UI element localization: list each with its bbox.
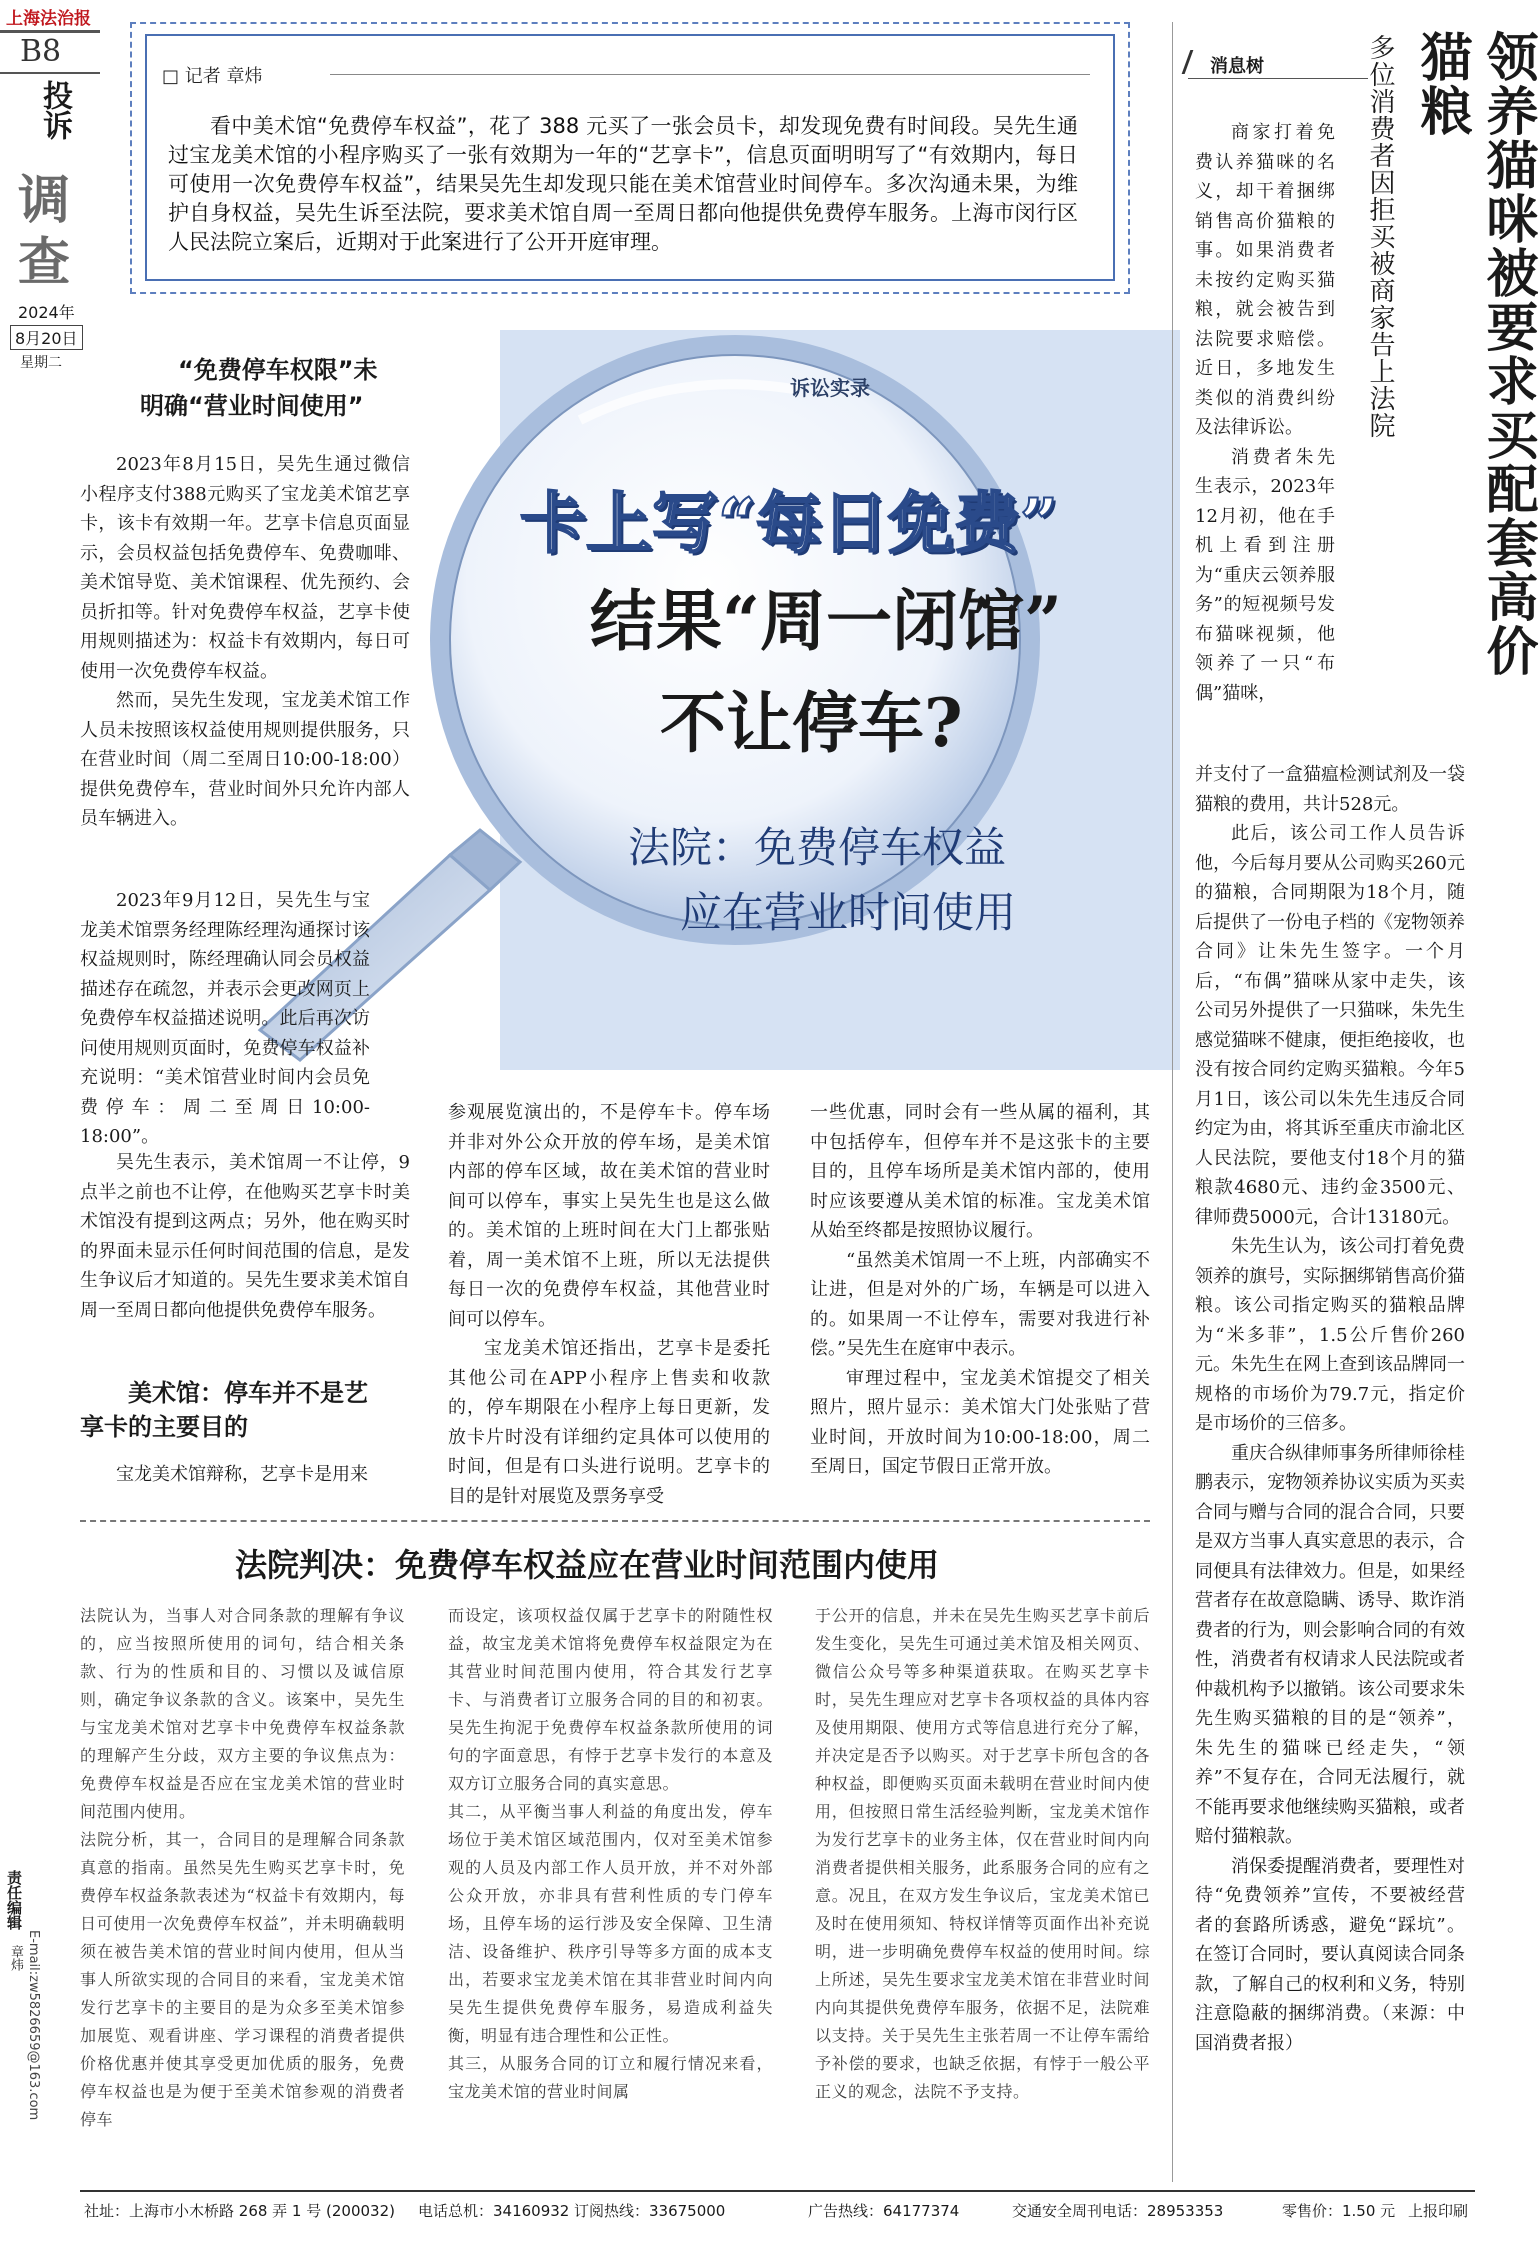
section-name-top: 投诉 <box>37 80 72 140</box>
middle-2-paragraph-3: 审理过程中，宝龙美术馆提交了相关照片，照片显示：美术馆大门处张贴了营业时间，开放时间为10:00-18:00，周二至周日，国定节假日正常开放。 <box>810 1367 1150 1477</box>
right-paragraph-5: 重庆合纵律师事务所律师徐桂鹏表示，宠物领养协议实质为买卖合同与赠与合同的混合合同，只要是双方当事人真实意思的表示，合同便具有法律效力。但是，如果经营者存在故意隐瞒、诱导、欺诈消费者的行为，则会影响合同的有效性，消费者有权请求人民法院或者仲裁机构予以撤销。该公司要求朱先生购买猫粮的目的是“领养”，朱先生的猫咪已经走失，“领养”不复存在，合同无法履行，就不能再要求他继续购买猫粮，或者赔付猫粮款。 <box>1195 1442 1465 1847</box>
left-column-body-mid <box>80 886 370 1152</box>
footer-rule <box>80 2190 1475 2192</box>
masthead-rule <box>0 30 100 33</box>
left-paragraph-5: 宝龙美术馆辩称，艺享卡是用来 <box>116 1464 368 1485</box>
right-paragraph-6: 消保委提醒消费者，要理性对待“免费领养”宣传，不要被经营者的套路所诱惑，避免“踩坑”。在签订合同时，要认真阅读合同条款，了解自己的权利和义务，特别注意隐蔽的捆绑消费。（来源：中国消费者报） <box>1195 1855 1465 2054</box>
editor-label: 责任编辑 <box>5 1870 23 1930</box>
left-column-body-bottom <box>80 1148 410 1325</box>
middle-2-paragraph-2: “虽然美术馆周一不上班，内部确实不让进，但是对外的广场，车辆是可以进入的。如果周一不让停车，需要对我进行补偿。”吴先生在庭审中表示。 <box>810 1249 1150 1359</box>
left-subhead-2-line-a: 美术馆：停车并不是艺 <box>128 1379 368 1407</box>
footer-traffic: 交通安全周刊电话：28953353 <box>1012 2202 1224 2220</box>
footer-phone: 电话总机：34160932 <box>418 2202 570 2220</box>
verdict-title: 法院判决：免费停车权益应在营业时间范围内使用 <box>235 1546 940 1584</box>
illustration-subhead-2: 应在营业时间使用 <box>680 888 1017 937</box>
left-paragraph-4: 吴先生表示，美术馆周一不让停，9点半之前也不让停，在他购买艺享卡时美术馆没有提到这两点；另外，他在购买时的界面未显示任何时间范围的信息，是发生争议后才知道的。吴先生要求美术馆自周一至周日都向他提供免费停车服务。 <box>80 1152 410 1321</box>
left-column-body-top <box>80 450 410 834</box>
issue-date: 8月20日 <box>10 325 83 350</box>
editor-name: 章炜 <box>8 1945 23 1971</box>
footer-price: 零售价：1.50 元 <box>1282 2202 1396 2220</box>
column-tag: 消息树 <box>1210 56 1264 77</box>
right-paragraph-2b: 并支付了一盒猫瘟检测试剂及一袋猫粮的费用，共计528元。 <box>1195 764 1465 815</box>
headline-line-2: 结果“周一闭馆” <box>590 582 1062 660</box>
right-story-body <box>1195 760 1465 2058</box>
right-paragraph-1: 商家打着免费认养猫咪的名义，却干着捆绑销售高价猫粮的事。如果消费者未按约定购买猫粮，就会被告到法院要求赔偿。近日，多地发生类似的消费纠纷及法律诉讼。 <box>1195 122 1335 438</box>
footer-subscribe: 订阅热线：33675000 <box>574 2202 726 2220</box>
footer-ads: 广告热线：64177374 <box>808 2202 960 2220</box>
masthead-rule <box>0 72 100 74</box>
left-paragraph-3: 2023年9月12日，吴先生与宝龙美术馆票务经理陈经理沟通探讨该权益规则时，陈经理确认同会员权益描述存在疏忽，并表示会更改网页上免费停车权益描述说明。此后再次访问使用规则页面时，免费停车权益补充说明：“美术馆营业时间内会员免费停车：周二至周日10:00-18:00”。 <box>80 890 370 1147</box>
reporter-rule <box>330 74 1090 75</box>
left-column-body-end <box>80 1460 410 1490</box>
section-name-char-1: 调 <box>18 170 71 231</box>
middle-2-paragraph-1: 一些优惠，同时会有一些从属的福利，其中包括停车，但停车并不是这张卡的主要目的，且停车场所是美术馆内部的，使用时应该要遵从美术馆的标准。宝龙美术馆从始至终都是按照协议履行。 <box>810 1102 1150 1241</box>
section-name-char-2: 查 <box>18 232 71 293</box>
issue-weekday: 星期二 <box>20 355 62 371</box>
page-number: B8 <box>20 34 62 69</box>
headline-line-1: 卡上写“每日免费” <box>520 484 1058 562</box>
footer-printer: 上报印刷 <box>1408 2202 1469 2220</box>
issue-year: 2024年 <box>18 303 75 322</box>
editor-email: E-mail:zw5826659@163.com <box>26 1930 41 2121</box>
right-story-body-top <box>1195 118 1335 708</box>
right-paragraph-3: 此后，该公司工作人员告诉他，今后每月要从公司购买260元的猫粮，合同期限为18个月，随后提供了一份电子档的《宠物领养合同》让朱先生签字。一个月后，“布偶”猫咪从家中走失，该公司另外提供了一只猫咪，朱先生感觉猫咪不健康，便拒绝接收，也没有按合同约定购买猫粮。今年5月1日，该公司以朱先生违反合同约定为由，将其诉至重庆市渝北区人民法院，要他支付18个月的猫粮款4680元、违约金3500元、律师费5000元，合计13180元。 <box>1195 823 1465 1228</box>
middle-column-2 <box>810 1098 1150 1482</box>
right-paragraph-2a: 消费者朱先生表示，2023年12月初，他在手机上看到注册为“重庆云领养服务”的短视频号发布猫咪视频，他领养了一只“布偶”猫咪， <box>1195 446 1335 704</box>
section-tag: 诉讼实录 <box>790 376 870 400</box>
right-column-divider <box>1172 22 1173 2182</box>
left-paragraph-2: 然而，吴先生发现，宝龙美术馆工作人员未按照该权益使用规则提供服务，只在营业时间（周二至周日10:00-18:00）提供免费停车，营业时间外只允许内部人员车辆进入。 <box>80 690 410 829</box>
headline-line-3: 不让停车? <box>660 684 963 762</box>
verdict-column-3: 于公开的信息，并未在吴先生购买艺享卡前后发生变化，吴先生可通过美术馆及相关网页、微信公众号等多种渠道获取。在购买艺享卡时，吴先生理应对艺享卡各项权益的具体内容及使用期限、使用方式等信息进行充分了解，并决定是否予以购买。对于艺享卡所包含的各种权益，即便购买页面未载明在营业时间内使用，但按照日常生活经验判断，宝龙美术馆作为发行艺享卡的业务主体，仅在营业时间内向消费者提供相关服务，此系服务合同的应有之意。况且，在双方发生争议后，宝龙美术馆已及时在使用须知、特权详情等页面作出补充说明，进一步明确免费停车权益的使用时间。综上所述，吴先生要求宝龙美术馆在非营业时间内向其提供免费停车服务，依据不足，法院难以支持。关于吴先生主张若周一不让停车需给予补偿的要求，也缺乏依据，有悖于一般公平正义的观念，法院不予支持。 <box>815 1606 1150 2101</box>
right-story-title: 领养猫咪被要求买配套高价猫粮 <box>1411 30 1538 678</box>
left-subhead-1b <box>140 389 430 423</box>
right-story-subtitle: 多位消费者因拒买被商家告上法院 <box>1365 34 1395 439</box>
middle-column-1 <box>448 1098 770 1511</box>
reporter-byline: □ 记者 章炜 <box>162 66 263 87</box>
verdict-divider <box>80 1520 1150 1522</box>
right-paragraph-4: 朱先生认为，该公司打着免费领养的旗号，实际捆绑销售高价猫粮。该公司指定购买的猫粮品牌为“米多菲”，1.5公斤售价260元。朱先生在网上查到该品牌同一规格的市场价为79.7元，指定价是市场价的三倍多。 <box>1195 1236 1465 1434</box>
verdict-column-1: 法院认为，当事人对合同条款的理解有争议的，应当按照所使用的词句，结合相关条款、行为的性质和目的、习惯以及诚信原则，确定争议条款的含义。该案中，吴先生与宝龙美术馆对艺享卡中免费停车权益条款的理解产生分歧，双方主要的争议焦点为：免费停车权益是否应在宝龙美术馆的营业时间范围内使用。 法院分析，其一，合同目的是理解合同条款真意的指南。虽然吴先生购买艺享卡时，免费停车权益条款表述为“权益卡有效期内，每日可使用一次免费停车权益”，并未明确载明须在被告美术馆的营业时间内使用，但从当事人所欲实现的合同目的来看，宝龙美术馆发行艺享卡的主要目的是为众多至美术馆参加展览、观看讲座、学习课程的消费者提供价格优惠并使其享受更加优质的服务，免费停车权益也是为便于至美术馆参观的消费者停车 <box>80 1606 405 2129</box>
left-paragraph-1: 2023年8月15日，吴先生通过微信小程序支付388元购买了宝龙美术馆艺享卡，该卡有效期一年。艺享卡信息页面显示，会员权益包括免费停车、免费咖啡、美术馆导览、美术馆课程、优先预约、会员折扣等。针对免费停车权益，艺享卡使用规则描述为：权益卡有效期内，每日可使用一次免费停车权益。 <box>80 454 410 682</box>
verdict-column-2: 而设定，该项权益仅属于艺享卡的附随性权益，故宝龙美术馆将免费停车权益限定为在其营业时间范围内使用，符合其发行艺享卡、与消费者订立服务合同的目的和初衷。吴先生拘泥于免费停车权益条款所使用的词句的字面意思，有悖于艺享卡发行的本意及双方订立服务合同的真实意思。 其二，从平衡当事人利益的角度出发，停车场位于美术馆区域范围内，仅对至美术馆参观的人员及内部工作人员开放，并不对外部公众开放，亦非具有营利性质的专门停车场，且停车场的运行涉及安全保障、卫生清洁、设备维护、秩序引导等多方面的成本支出，若要求宝龙美术馆在其非营业时间内向吴先生提供免费停车服务，易造成利益失衡，明显有违合理性和公正性。 其三，从服务合同的订立和履行情况来看，宝龙美术馆的营业时间属 <box>448 1606 773 2101</box>
lead-paragraph: 看中美术馆“免费停车权益”，花了 388 元买了一张会员卡，却发现免费有时间段。吴先生通过宝龙美术馆的小程序购买了一张有效期为一年的“艺享卡”，信息页面明明写了“有效期内，每日可使用一次免费停车权益”，结果吴先生却发现只能在美术馆营业时间停车。多次沟通未果，为维护自身权益，吴先生诉至法院，要求美术馆自周一至周日都向他提供免费停车服务。上海市闵行区人民法院立案后，近期对于此案进行了公开开庭审理。 <box>168 114 1078 254</box>
left-subhead-1-line-b: 明确“营业时间使用” <box>140 392 364 420</box>
left-subhead-2-line-b: 享卡的主要目的 <box>80 1413 248 1441</box>
middle-1-paragraph-1: 参观展览演出的，不是停车卡。停车场并非对外公众开放的停车场，是美术馆内部的停车区域，故在美术馆的营业时间可以停车，事实上吴先生也是这么做的。美术馆的上班时间在大门上都张贴着，周一美术馆不上班，所以无法提供每日一次的免费停车权益，其他营业时间可以停车。 <box>448 1102 770 1330</box>
left-subhead-2 <box>80 1376 410 1444</box>
left-subhead-1-line-a: “免费停车权限”未 <box>178 356 378 384</box>
illustration-subhead-1: 法院：免费停车权益 <box>628 823 1007 872</box>
left-subhead-1 <box>178 353 418 387</box>
paper-logo: 上海法治报 <box>6 9 91 29</box>
column-tag-rule <box>1188 78 1368 79</box>
middle-1-paragraph-2: 宝龙美术馆还指出，艺享卡是委托其他公司在APP小程序上售卖和收款的，停车期限在小程序上每日更新，发放卡片时没有详细约定具体可以使用的时间，但是有口头进行说明。艺享卡的目的是针对展览及票务享受 <box>448 1338 770 1507</box>
footer-address: 社址：上海市小木桥路 268 弄 1 号 (200032) <box>84 2202 395 2220</box>
